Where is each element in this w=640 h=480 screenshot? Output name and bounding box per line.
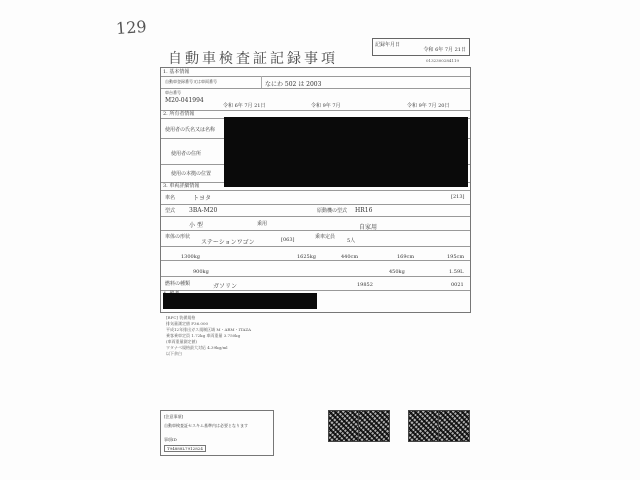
note-line: (車両重量測定値): [166, 339, 198, 344]
table-row: [161, 260, 470, 277]
height-value: 195cm: [447, 254, 465, 260]
width-value: 169cm: [397, 254, 415, 260]
date-3: 令和 9年 7月 20日: [407, 103, 450, 109]
issue-date-box: [372, 38, 470, 56]
reg-no-label: 自動車登録番号又は車両番号: [165, 79, 217, 84]
notes-block: [166, 315, 251, 357]
capacity-label: 乗車定員: [315, 234, 336, 240]
issue-date-value: 令和 6年 7月 21日: [423, 47, 466, 53]
redaction-block: [224, 117, 468, 187]
qr-code: [358, 410, 390, 442]
user-address-label: 使用者の住所: [171, 151, 202, 157]
table-row: [161, 246, 470, 261]
date-2: 令和 9年 7月: [311, 103, 341, 109]
front-axle-value: 900kg: [193, 269, 209, 275]
divider: [261, 76, 262, 88]
purpose-value: 自家用: [359, 224, 378, 231]
fuel-label: 燃料の種類: [165, 281, 191, 287]
note-line: 排気量測定値 F36.000: [166, 321, 209, 326]
redaction-block: [163, 293, 317, 309]
base-location-label: 使用の本拠の位置: [171, 171, 212, 177]
body-code: [063]: [281, 237, 295, 243]
capacity-value: 5人: [347, 238, 356, 244]
engine-value: HR16: [355, 207, 373, 214]
body-label: 車体の形状: [165, 234, 191, 240]
document-title: 自動車検査証記録事項: [168, 51, 338, 67]
section-title-3: 3. 車両詳細情報: [163, 183, 200, 189]
table-row: [161, 190, 470, 205]
model-value: 3BA-M20: [189, 207, 218, 214]
qr-code: [438, 410, 470, 442]
table-row: [161, 276, 470, 291]
note-line: [RFC] 装備規格: [166, 315, 196, 320]
qr-code: [328, 410, 360, 442]
note-line: 平成12年排出ガス規制区域 M・ARM・ITAZA: [166, 327, 252, 332]
gross-weight-value: 1625kg: [297, 254, 316, 260]
type-number: 19852: [357, 282, 373, 288]
qr-code: [408, 410, 440, 442]
date-1: 令和 6年 7月 21日: [223, 103, 266, 109]
table-row: [161, 216, 470, 231]
table-row: [161, 88, 470, 111]
user-name-label: 使用者の氏名又は名称: [165, 127, 216, 133]
section-title-1: 1. 基本情報: [163, 69, 190, 75]
category-value: 小 型: [189, 222, 203, 229]
length-value: 440cm: [341, 254, 359, 260]
note-line: ワタナベ規格最大対応 4.39kg/ml: [166, 345, 228, 350]
model-label: 型式: [165, 208, 176, 214]
rear-axle-value: 450kg: [389, 269, 405, 275]
notice-text: 自動車検査証セスキム基準内は必要となります: [164, 423, 248, 428]
handwritten-number: 129: [115, 16, 148, 39]
maker-label: 車名: [165, 195, 176, 201]
body-value: ステーションワゴン: [201, 239, 255, 246]
serial-number: 0132300284119: [426, 58, 460, 63]
record-id-value: T94888L7912824: [164, 445, 206, 452]
note-line: 以下余白: [166, 351, 182, 356]
notice-title: [注意事項]: [164, 414, 184, 419]
maker-value: トヨタ: [193, 195, 212, 202]
weight-value: 1300kg: [181, 254, 200, 260]
fuel-value: ガソリン: [213, 283, 238, 290]
table-row: [161, 230, 470, 247]
maker-code: [213]: [451, 194, 465, 200]
notice-box: [160, 410, 274, 456]
class-number: 0021: [451, 282, 464, 288]
section-title-2: 2. 所有者情報: [163, 111, 195, 117]
reg-no-value: なにわ 502 は 2003: [265, 81, 322, 88]
usage-value: 乗用: [257, 221, 268, 227]
note-line: 乗客乗車定員 1.72kg 車両重量 3.750kg: [166, 333, 241, 338]
chassis-value: M20-041994: [165, 97, 204, 104]
engine-label: 原動機の型式: [317, 208, 348, 214]
displacement-value: 1.59L: [449, 269, 464, 275]
issue-date-label: 記録年月日: [375, 42, 401, 48]
chassis-label: 車台番号: [165, 90, 181, 95]
record-id-label: 事項ID: [164, 437, 177, 442]
record-table: [160, 67, 471, 313]
